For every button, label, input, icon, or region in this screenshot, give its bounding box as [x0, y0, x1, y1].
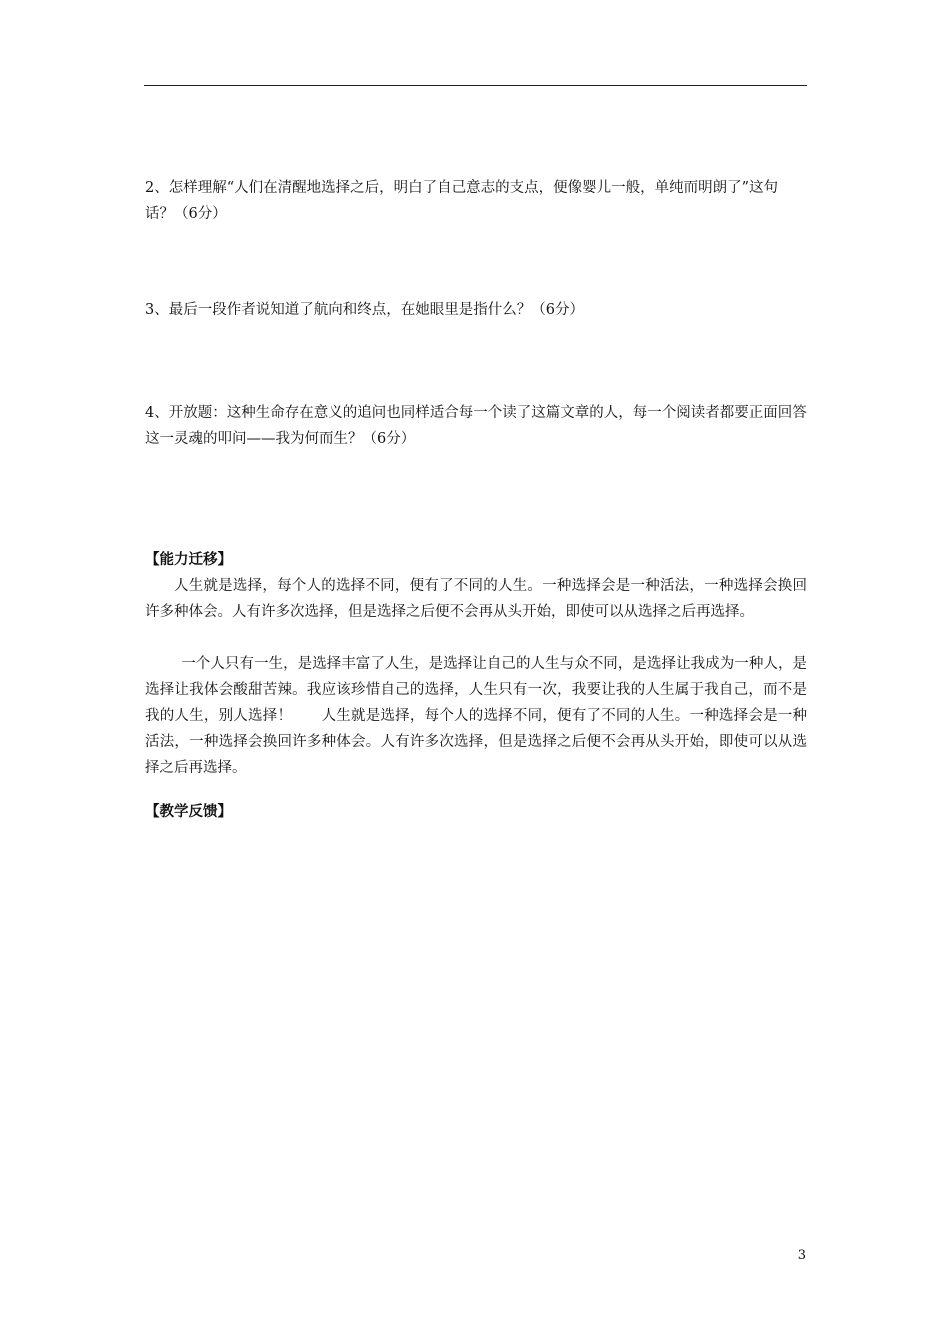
feedback-section-title: 【教学反馈】	[145, 803, 232, 820]
question-3: 3、最后一段作者说知道了航向和终点，在她眼里是指什么？（6分）	[145, 302, 584, 318]
ability-paragraph-1: 人生就是选择，每个人的选择不同，便有了不同的人生。一种选择会是一种活法，一种选择会换回许多种体会。人有许多次选择，但是选择之后便不会再从头开始，即使可以从选择之后再选择。	[145, 578, 807, 620]
question-4: 4、开放题：这种生命存在意义的追问也同样适合每一个读了这篇文章的人，每一个阅读者都要正面回答这一灵魂的叩问——我为何而生？（6分）	[145, 405, 807, 447]
ability-paragraph-2: 一个人只有一生，是选择丰富了人生，是选择让自己的人生与众不同，是选择让我成为一种人，是选择让我体会酸甜苦辣。我应该珍惜自己的选择，人生只有一次，我要让我的人生属于我自己，而不是我的人生，别人选择！ 人生就是选择，每个人的选择不同，便有了不同的人生。一种选择会是一种活法，一种选择会换回许多种体会。人有许多次选择，但是选择之后便不会再从头开始，即使可以从选择之后再选择。	[145, 656, 807, 776]
question-2: 2、怎样理解“人们在清醒地选择之后，明白了自己意志的支点，便像婴儿一般，单纯而明朗了”这句话？（6分）	[145, 180, 779, 222]
page-number: 3	[797, 1248, 806, 1263]
ability-section-title: 【能力迁移】	[145, 551, 232, 568]
header-rule	[144, 85, 807, 86]
